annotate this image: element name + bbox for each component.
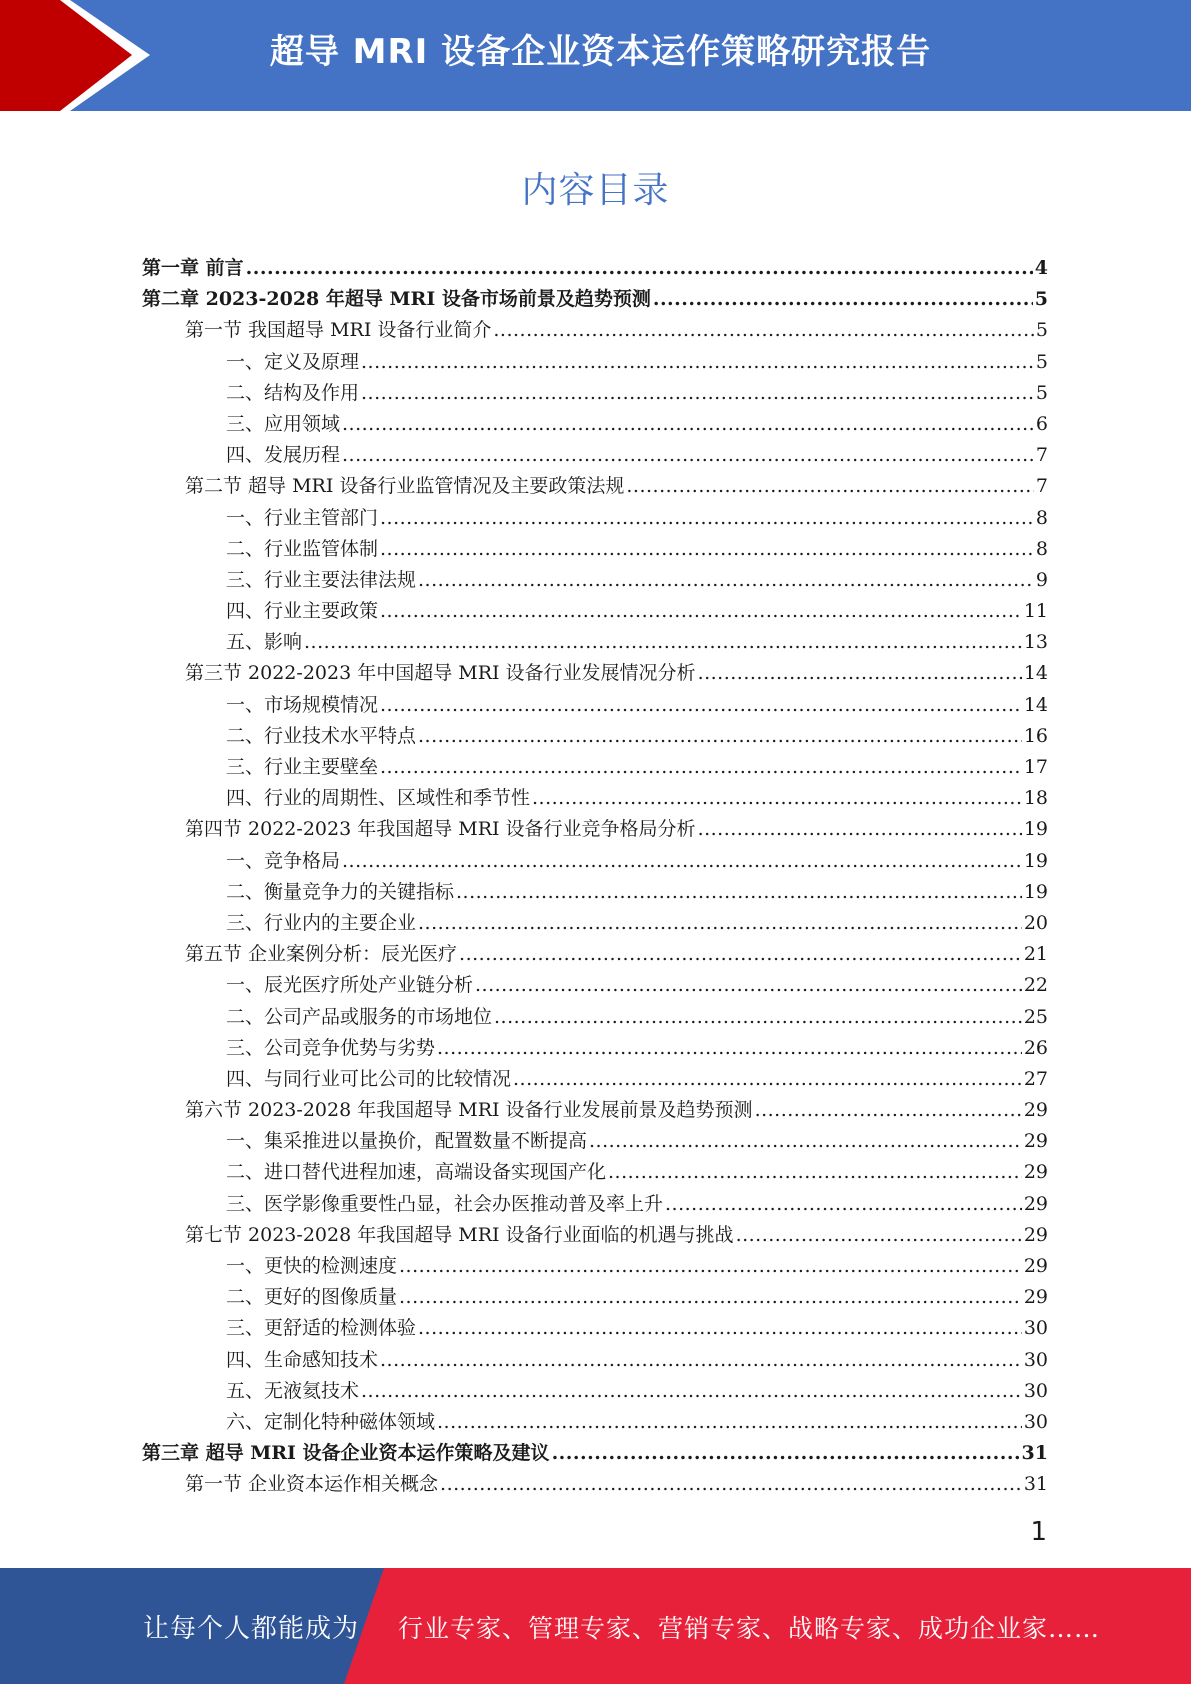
toc-entry-page: 13 [1023, 631, 1048, 654]
toc-dot-leader [380, 752, 1022, 783]
toc-dot-leader [440, 1469, 1022, 1500]
toc-entry-page: 30 [1023, 1410, 1048, 1433]
toc-entry[interactable] [142, 1220, 1048, 1251]
toc-dot-leader [418, 565, 1034, 596]
toc-entry[interactable] [142, 1376, 1048, 1407]
toc-dot-leader [418, 908, 1022, 939]
toc-entry-page: 26 [1023, 1036, 1048, 1059]
toc-heading: 内容目录 [521, 170, 670, 211]
toc-entry-title: 三、医学影像重要性凸显，社会办医推动普及率上升 [226, 1192, 664, 1215]
toc-entry-page: 21 [1023, 943, 1048, 966]
toc-dot-leader [380, 690, 1022, 721]
toc-dot-leader [552, 1438, 1020, 1469]
toc-entry[interactable] [142, 1282, 1048, 1313]
toc-entry-page: 8 [1035, 506, 1048, 529]
toc-entry-title: 二、更好的图像质量 [226, 1286, 398, 1309]
toc-dot-leader [459, 939, 1022, 970]
toc-dot-leader [437, 1407, 1022, 1438]
toc-entry-title: 第七节 2023-2028 年我国超导 MRI 设备行业面临的机遇与挑战 [185, 1223, 734, 1246]
toc-dot-leader [532, 783, 1022, 814]
toc-entry[interactable] [142, 284, 1048, 315]
toc-entry-page: 5 [1035, 319, 1048, 342]
toc-dot-leader [494, 1002, 1022, 1033]
toc-dot-leader [736, 1220, 1022, 1251]
toc-entry-title: 二、结构及作用 [226, 381, 360, 404]
toc-entry[interactable] [142, 752, 1048, 783]
toc-entry-page: 7 [1035, 475, 1048, 498]
footer-band [0, 1568, 1191, 1684]
toc-dot-leader [380, 534, 1034, 565]
toc-entry-title: 四、发展历程 [226, 444, 341, 467]
toc-entry-title: 第三节 2022-2023 年中国超导 MRI 设备行业发展情况分析 [185, 662, 696, 685]
toc-entry-page: 29 [1023, 1099, 1048, 1122]
toc-entry-title: 五、无液氦技术 [226, 1379, 360, 1402]
toc-entry-title: 三、应用领域 [226, 412, 341, 435]
toc-entry[interactable] [142, 1095, 1048, 1126]
toc-entry-page: 5 [1034, 288, 1048, 311]
toc-entry[interactable] [142, 1313, 1048, 1344]
toc-entry[interactable] [142, 534, 1048, 565]
toc-entry-page: 29 [1023, 1223, 1048, 1246]
toc-entry-title: 二、衡量竞争力的关键指标 [226, 880, 455, 903]
toc-entry-page: 11 [1023, 600, 1048, 623]
toc-entry-page: 6 [1035, 412, 1048, 435]
toc-dot-leader [653, 284, 1033, 315]
toc-entry-title: 第一节 我国超导 MRI 设备行业简介 [185, 319, 492, 342]
toc-entry-title: 第三章 超导 MRI 设备企业资本运作策略及建议 [142, 1442, 550, 1465]
toc-entry-page: 22 [1023, 974, 1048, 997]
toc-dot-leader [380, 503, 1034, 534]
toc-entry-page: 19 [1023, 849, 1048, 872]
toc-entry-title: 四、行业的周期性、区域性和季节性 [226, 787, 531, 810]
toc-entry[interactable] [142, 347, 1048, 378]
toc-entry[interactable] [142, 1126, 1048, 1157]
toc-entry[interactable] [142, 1002, 1048, 1033]
toc-entry[interactable] [142, 908, 1048, 939]
toc-entry-title: 一、更快的检测速度 [226, 1255, 398, 1277]
toc-dot-leader [304, 627, 1022, 658]
toc-entry[interactable] [142, 877, 1048, 908]
toc-entry[interactable] [142, 471, 1048, 502]
toc-entry[interactable] [142, 939, 1048, 970]
toc-entry-page: 29 [1023, 1286, 1048, 1309]
toc-entry-title: 三、行业主要法律法规 [226, 568, 417, 591]
toc-entry[interactable] [142, 565, 1048, 596]
toc-entry-page: 27 [1023, 1067, 1048, 1090]
toc-entry[interactable] [142, 970, 1048, 1001]
toc-entry-page: 14 [1023, 693, 1048, 716]
toc-entry-title: 第二节 超导 MRI 设备行业监管情况及主要政策法规 [185, 475, 625, 498]
toc-entry-title: 二、公司产品或服务的市场地位 [226, 1005, 493, 1028]
toc-entry-page: 14 [1023, 662, 1048, 685]
toc-entry-page: 30 [1023, 1317, 1048, 1340]
toc-entry-title: 四、生命感知技术 [226, 1348, 379, 1371]
toc-dot-leader [399, 1282, 1022, 1313]
report-title: 超导 MRI 设备企业资本运作策略研究报告 [269, 32, 932, 72]
toc-dot-leader [698, 814, 1022, 845]
toc-entry[interactable] [142, 1469, 1048, 1500]
toc-dot-leader [418, 1313, 1022, 1344]
toc-entry-title: 四、与同行业可比公司的比较情况 [226, 1067, 512, 1090]
toc-entry-title: 第五节 企业案例分析：辰光医疗 [185, 943, 458, 966]
toc-entry-title: 一、辰光医疗所处产业链分析 [226, 974, 474, 997]
toc-entry[interactable] [142, 378, 1048, 409]
toc-entry[interactable] [142, 440, 1048, 471]
toc-entry-title: 一、竞争格局 [226, 849, 341, 872]
toc-dot-leader [513, 1064, 1022, 1095]
toc-entry[interactable] [142, 814, 1048, 845]
toc-dot-leader [361, 1376, 1022, 1407]
toc-entry-title: 五、影响 [226, 631, 303, 654]
toc-entry[interactable] [142, 1345, 1048, 1376]
toc-entry-page: 4 [1034, 257, 1048, 279]
toc-entry-page: 16 [1023, 724, 1048, 747]
toc-entry-page: 7 [1035, 444, 1048, 467]
toc-dot-leader [589, 1126, 1022, 1157]
toc-entry[interactable] [142, 846, 1048, 877]
toc-entry-page: 5 [1035, 350, 1048, 373]
toc-entry[interactable] [142, 1157, 1048, 1188]
toc-dot-leader [380, 1345, 1022, 1376]
toc-entry-title: 三、行业内的主要企业 [226, 911, 417, 934]
toc-entry-title: 第一节 企业资本运作相关概念 [185, 1473, 439, 1496]
toc-dot-leader [342, 846, 1022, 877]
toc-entry-page: 29 [1023, 1130, 1048, 1153]
toc-dot-leader [380, 596, 1022, 627]
toc-entry[interactable] [142, 721, 1048, 752]
toc-entry-page: 5 [1035, 381, 1048, 404]
toc-entry-page: 31 [1021, 1442, 1048, 1465]
toc-dot-leader [608, 1157, 1022, 1188]
toc-entry-page: 8 [1035, 537, 1048, 560]
toc-entry-title: 一、市场规模情况 [226, 693, 379, 716]
toc-entry-page: 9 [1035, 568, 1048, 591]
toc-entry-title: 三、行业主要壁垒 [226, 756, 379, 778]
toc-dot-leader [246, 253, 1033, 284]
page-number: 1 [1030, 1517, 1047, 1547]
toc-entry-title: 一、集采推进以量换价，配置数量不断提高 [226, 1130, 588, 1153]
toc-entry-page: 31 [1023, 1473, 1048, 1496]
toc-entry-page: 18 [1023, 787, 1048, 810]
toc-entry[interactable] [142, 690, 1048, 721]
toc-dot-leader [475, 970, 1022, 1001]
toc-entry-page: 29 [1023, 1192, 1048, 1215]
toc-entry[interactable] [142, 409, 1048, 440]
toc-entry-title: 一、定义及原理 [226, 350, 360, 373]
toc-entry-title: 四、行业主要政策 [226, 600, 379, 623]
toc-entry-page: 30 [1023, 1379, 1048, 1402]
toc-entry-title: 二、行业技术水平特点 [226, 724, 417, 747]
header-band [0, 0, 1191, 111]
toc-entry-title: 三、更舒适的检测体验 [226, 1317, 417, 1340]
toc-dot-leader [342, 440, 1034, 471]
toc-dot-leader [342, 409, 1034, 440]
toc-entry[interactable] [142, 658, 1048, 689]
footer-slogan-left: 让每个人都能成为 [143, 1614, 360, 1644]
toc-entry-title: 一、行业主管部门 [226, 506, 379, 529]
toc-entry-title: 第四节 2022-2023 年我国超导 MRI 设备行业竞争格局分析 [185, 818, 696, 841]
footer-slogan-right: 行业专家、管理专家、营销专家、战略专家、成功企业家…… [398, 1614, 1101, 1643]
toc-entry[interactable] [142, 1033, 1048, 1064]
toc-entry[interactable] [142, 627, 1048, 658]
toc-entry-title: 第六节 2023-2028 年我国超导 MRI 设备行业发展前景及趋势预测 [185, 1099, 753, 1122]
toc-entry-page: 29 [1023, 1161, 1048, 1184]
toc-dot-leader [698, 658, 1022, 689]
toc-dot-leader [361, 347, 1034, 378]
toc-entry[interactable] [142, 1251, 1048, 1282]
toc-entry-page: 19 [1023, 880, 1048, 903]
toc-entry-title: 二、行业监管体制 [226, 537, 379, 560]
toc-entry-page: 20 [1023, 911, 1048, 934]
toc-dot-leader [399, 1251, 1022, 1282]
table-of-contents [142, 253, 1048, 1501]
toc-entry[interactable] [142, 503, 1048, 534]
toc-entry-title: 三、公司竞争优势与劣势 [226, 1036, 436, 1059]
toc-entry[interactable] [142, 596, 1048, 627]
toc-entry-page: 29 [1023, 1255, 1048, 1277]
toc-entry-title: 二、进口替代进程加速，高端设备实现国产化 [226, 1161, 607, 1184]
toc-dot-leader [437, 1033, 1022, 1064]
toc-entry[interactable] [142, 1064, 1048, 1095]
toc-dot-leader [493, 315, 1034, 346]
toc-entry[interactable] [142, 1438, 1048, 1469]
toc-entry-page: 17 [1023, 756, 1048, 778]
toc-entry[interactable] [142, 253, 1048, 284]
toc-dot-leader [361, 378, 1034, 409]
toc-dot-leader [418, 721, 1022, 752]
toc-dot-leader [456, 877, 1022, 908]
toc-entry-page: 25 [1023, 1005, 1048, 1028]
toc-entry[interactable] [142, 783, 1048, 814]
toc-entry-page: 30 [1023, 1348, 1048, 1371]
toc-dot-leader [626, 471, 1034, 502]
toc-entry-page: 19 [1023, 818, 1048, 841]
toc-dot-leader [665, 1189, 1022, 1220]
toc-entry-title: 六、定制化特种磁体领域 [226, 1410, 436, 1433]
toc-entry[interactable] [142, 1189, 1048, 1220]
toc-entry-title: 第二章 2023-2028 年超导 MRI 设备市场前景及趋势预测 [142, 288, 651, 311]
toc-entry[interactable] [142, 1407, 1048, 1438]
toc-dot-leader [755, 1095, 1022, 1126]
toc-entry-title: 第一章 前言 [142, 257, 244, 279]
toc-entry[interactable] [142, 315, 1048, 346]
